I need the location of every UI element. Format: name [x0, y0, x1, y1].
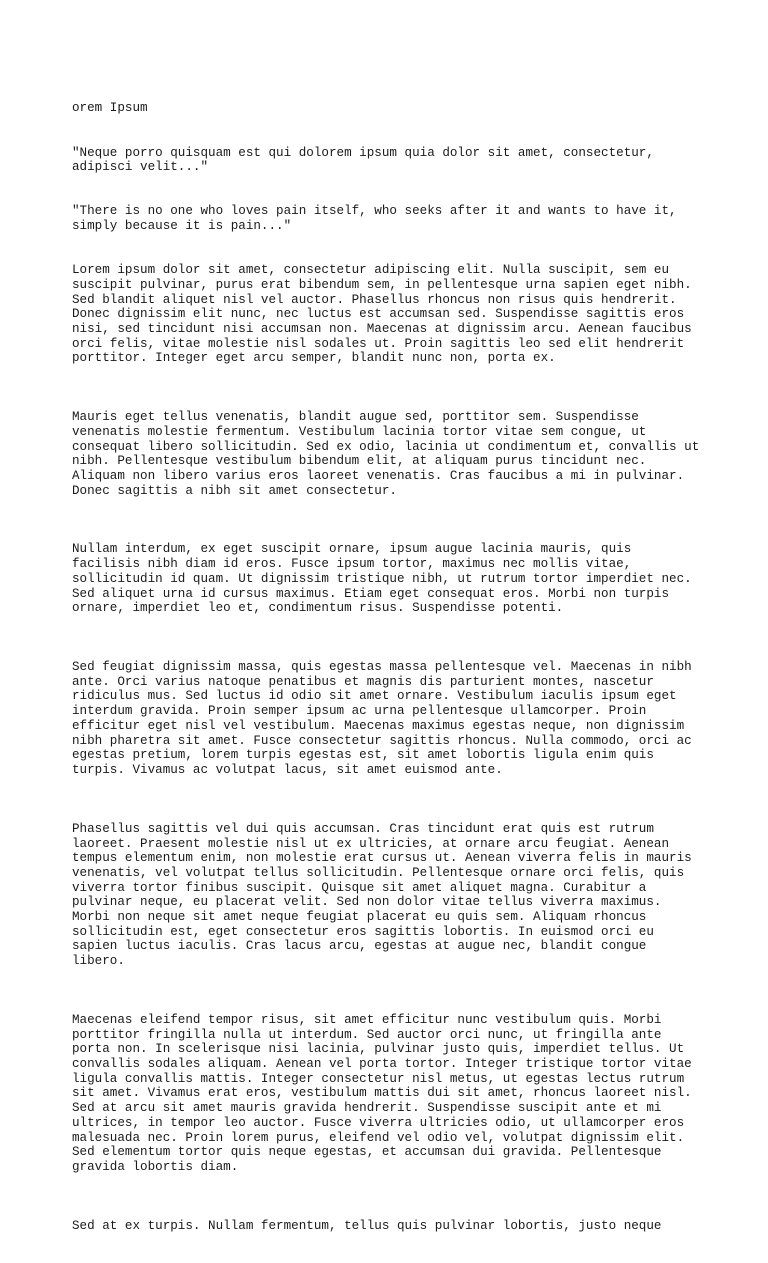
- quote-latin: "Neque porro quisquam est qui dolorem ipsum quia dolor sit amet, consectetur, adipisci velit...": [72, 145, 654, 175]
- paragraph-3: Nullam interdum, ex eget suscipit ornare, ipsum augue lacinia mauris, quis facilisis nibh diam id eros. Fusce ipsum tortor, maximus nec mollis vitae, sollicitudin id quam. Ut dignissim tristique nibh, ut rutrum tortor imperdiet nec. Sed aliquet urna id cursus maximus. Etiam eget consequat eros. Morbi non turpis ornare, imperdiet leo et, condimentum risus. Suspendisse potenti.: [72, 542, 692, 616]
- document-heading: orem Ipsum: [72, 101, 148, 116]
- paragraph-6: Maecenas eleifend tempor risus, sit amet efficitur nunc vestibulum quis. Morbi porttitor fringilla nulla ut interdum. Sed auctor orci nunc, ut fringilla ante porta non. In scelerisque nisi lacinia, pulvinar justo quis, imperdiet tellus. Ut convallis sodales aliquam. Aenean vel porta tortor. Integer tristique tortor vitae ligula convallis mattis. Integer consectetur nisl metus, ut egestas lectus rutrum sit amet. Vivamus erat eros, vestibulum mattis dui sit amet, rhoncus laoreet nisl. Sed at arcu sit amet mauris gravida hendrerit. Suspendisse suscipit ante et mi ultrices, in tempor leo auctor. Fusce viverra ultricies odio, ut ullamcorper eros malesuada nec. Proin lorem purus, eleifend vel odio vel, volutpat dignissim elit. Sed elementum tortor quis neque egestas, et accumsan dui gravida. Pellentesque gravida lobortis diam.: [72, 1012, 692, 1174]
- paragraph-7: Sed at ex turpis. Nullam fermentum, tellus quis pulvinar lobortis, justo neque: [72, 1218, 662, 1233]
- paragraph-4: Sed feugiat dignissim massa, quis egestas massa pellentesque vel. Maecenas in nibh ante. Orci varius natoque penatibus et magnis dis parturient montes, nascetur ridiculus mus. Sed luctus id odio sit amet ornare. Vestibulum iaculis ipsum eget interdum gravida. Proin semper ipsum ac urna pellentesque ullamcorper. Proin efficitur eget nisl vel vestibulum. Maecenas maximus egestas neque, non dignissim nibh pharetra sit amet. Fusce consectetur sagittis rhoncus. Nulla commodo, orci ac egestas pretium, lorem turpis egestas est, sit amet lobortis ligula enim quis turpis. Vivamus ac volutpat lacus, sit amet euismod ante.: [72, 660, 692, 777]
- paragraph-5: Phasellus sagittis vel dui quis accumsan. Cras tincidunt erat quis est rutrum laoreet. Praesent molestie nisl ut ex ultricies, at ornare arcu feugiat. Aenean tempus elementum enim, non molestie erat cursus ut. Aenean viverra felis in mauris venenatis, vel volutpat tellus sollicitudin. Pellentesque ornare orci felis, quis viverra tortor finibus suscipit. Quisque sit amet aliquet magna. Curabitur a pulvinar neque, eu placerat velit. Sed non dolor vitae tellus viverra maximus. Morbi non neque sit amet neque feugiat placerat eu quis sem. Aliquam rhoncus sollicitudin est, eget consectetur eros sagittis lobortis. In euismod orci eu sapien luctus iaculis. Cras lacus arcu, egestas at augue nec, blandit congue libero.: [72, 821, 692, 969]
- quote-english: "There is no one who loves pain itself, who seeks after it and wants to have it, simply because it is pain...": [72, 204, 677, 234]
- paragraph-2: Mauris eget tellus venenatis, blandit augue sed, porttitor sem. Suspendisse venenatis molestie fermentum. Vestibulum lacinia tortor vitae sem congue, ut consequat libero sollicitudin. Sed ex odio, lacinia ut condimentum et, convallis ut nibh. Pellentesque vestibulum bibendum elit, at aliquam purus tincidunt nec. Aliquam non libero varius eros laoreet venenatis. Cras faucibus a mi in pulvinar. Donec sagittis a nibh sit amet consectetur.: [72, 410, 700, 498]
- paragraph-1: Lorem ipsum dolor sit amet, consectetur adipiscing elit. Nulla suscipit, sem eu suscipit pulvinar, purus erat bibendum sem, in pellentesque urna sapien eget nibh. Sed blandit aliquet nisl vel auctor. Phasellus rhoncus non risus quis hendrerit. Donec dignissim elit nunc, nec luctus est accumsan sed. Suspendisse sagittis eros nisi, sed tincidunt nisi accumsan non. Maecenas at dignissim arcu. Aenean faucibus orci felis, vitae molestie nisl sodales ut. Proin sagittis leo sed elit hendrerit porttitor. Integer eget arcu semper, blandit nunc non, porta ex.: [72, 263, 692, 366]
- document-page: [72, 72, 702, 1263]
